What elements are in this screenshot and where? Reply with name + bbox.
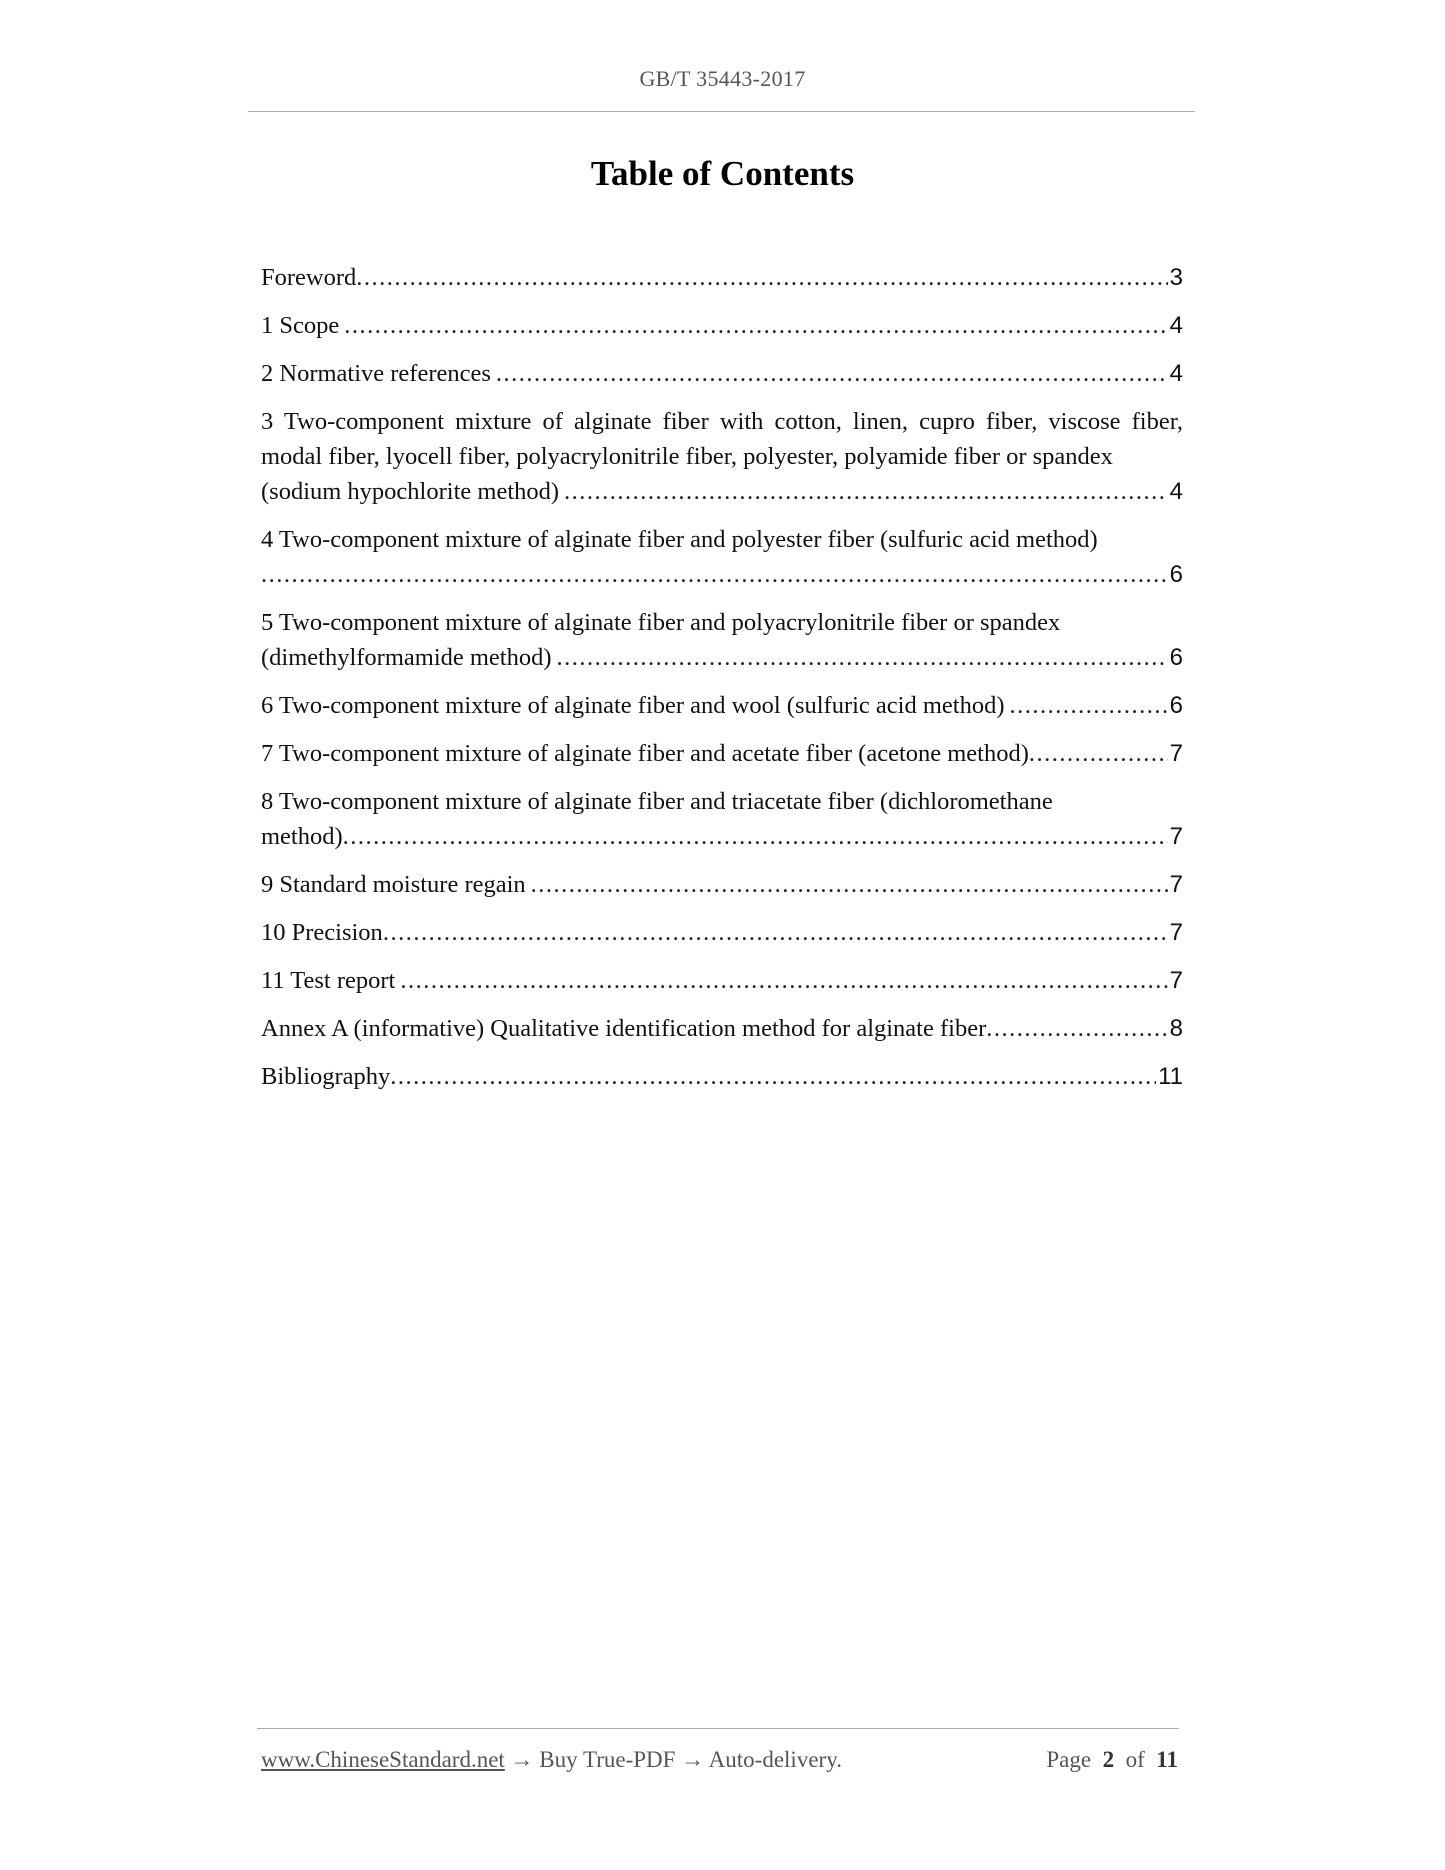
- toc-entry-section-8[interactable]: [261, 784, 1183, 854]
- toc-entry-section-3[interactable]: [261, 404, 1183, 509]
- dot-leader: [344, 308, 1167, 343]
- toc-entry-section-7[interactable]: [261, 736, 1183, 771]
- dot-leader: [1029, 736, 1168, 771]
- page-indicator: [1046, 1747, 1178, 1773]
- page-footer: [261, 1747, 1178, 1773]
- toc-entry-label: Annex A (informative) Qualitative identification method for alginate fiber: [261, 1015, 987, 1042]
- toc-entry-label: 11 Test report: [261, 967, 396, 994]
- toc-entry-text: 4 Two-component mixture of alginate fiber and polyester fiber (sulfuric acid method): [261, 526, 1098, 553]
- arrow-right-icon: →: [681, 1747, 705, 1772]
- dot-leader: [496, 356, 1168, 391]
- toc-entry-section-4[interactable]: [261, 522, 1183, 592]
- dot-leader: [356, 260, 1167, 295]
- toc-page-number: 4: [1169, 360, 1183, 387]
- toc-page-number: 7: [1169, 967, 1183, 994]
- toc-entry-label: 2 Normative references: [261, 360, 491, 387]
- dot-leader: [986, 1011, 1167, 1046]
- dot-leader: [383, 915, 1168, 950]
- header-divider: [248, 111, 1195, 112]
- toc-title: Table of Contents: [590, 154, 855, 193]
- toc-page-number: 11: [1158, 1063, 1183, 1090]
- toc-entry-label: (dimethylformamide method): [261, 644, 552, 671]
- toc-entry-label: Bibliography: [261, 1063, 391, 1090]
- toc-entry-label: 9 Standard moisture regain: [261, 871, 526, 898]
- toc-page-number: 7: [1169, 919, 1183, 946]
- toc-page-number: 7: [1169, 740, 1183, 767]
- dot-leader: [1010, 688, 1168, 723]
- toc-entry-foreword[interactable]: [261, 260, 1183, 295]
- toc-entry-scope[interactable]: [261, 308, 1183, 343]
- toc-entry-section-5[interactable]: [261, 605, 1183, 675]
- site-link[interactable]: www.ChineseStandard.net: [261, 1747, 505, 1772]
- toc-page-number: 6: [1169, 561, 1183, 588]
- toc-entry-text: 5 Two-component mixture of alginate fiber and polyacrylonitrile fiber or spandex: [261, 609, 1061, 636]
- arrow-right-icon: →: [510, 1747, 534, 1772]
- toc-entry-label: 7 Two-component mixture of alginate fiber and acetate fiber (acetone method): [261, 740, 1029, 767]
- toc-entry-text: 8 Two-component mixture of alginate fiber and triacetate fiber (dichloromethane: [261, 788, 1053, 815]
- document-code-header: GB/T 35443-2017: [639, 66, 806, 91]
- toc-page-number: 4: [1169, 478, 1183, 505]
- toc-entry-label: (sodium hypochlorite method): [261, 478, 560, 505]
- toc-entry-label: 1 Scope: [261, 312, 340, 339]
- toc-entry-section-6[interactable]: [261, 688, 1183, 723]
- toc-entry-label: 6 Two-component mixture of alginate fiber and wool (sulfuric acid method): [261, 692, 1005, 719]
- toc-page-number: 6: [1169, 644, 1183, 671]
- toc-page-number: 4: [1169, 312, 1183, 339]
- dot-leader: [261, 557, 1168, 592]
- toc-entry-label: 10 Precision: [261, 919, 383, 946]
- page-of-label: of: [1125, 1747, 1145, 1772]
- toc-entry-bibliography[interactable]: [261, 1059, 1183, 1094]
- dot-leader: [557, 640, 1168, 675]
- dot-leader: [564, 474, 1168, 509]
- toc-page-number: 6: [1169, 692, 1183, 719]
- toc-entry-annex-a[interactable]: [261, 1011, 1183, 1046]
- toc-list: [261, 260, 1183, 1107]
- toc-entry-label: Foreword: [261, 264, 357, 291]
- dot-leader: [390, 1059, 1156, 1094]
- dot-leader: [343, 819, 1168, 854]
- toc-entry-section-10[interactable]: [261, 915, 1183, 950]
- dot-leader: [400, 963, 1167, 998]
- toc-entry-label: method): [261, 823, 343, 850]
- dot-leader: [531, 867, 1168, 902]
- toc-page-number: 7: [1169, 823, 1183, 850]
- toc-entry-text: 3 Two-component mixture of alginate fiber with cotton, linen, cupro fiber, viscose fiber, modal fiber, lyocell fiber, polyacrylonitrile fiber, polyester, polyamide fiber or spandex: [261, 408, 1183, 470]
- footer-divider: [257, 1728, 1179, 1729]
- toc-page-number: 3: [1169, 264, 1183, 291]
- toc-entry-section-11[interactable]: [261, 963, 1183, 998]
- toc-entry-section-9[interactable]: [261, 867, 1183, 902]
- auto-delivery-text: Auto-delivery.: [708, 1747, 842, 1772]
- page-label: Page: [1046, 1747, 1092, 1772]
- toc-page-number: 8: [1169, 1015, 1183, 1042]
- toc-entry-normative-references[interactable]: [261, 356, 1183, 391]
- toc-page-number: 7: [1169, 871, 1183, 898]
- page-total: 11: [1156, 1747, 1178, 1772]
- footer-tagline: [261, 1747, 842, 1773]
- buy-true-pdf-text: Buy True-PDF: [539, 1747, 676, 1772]
- page-current: 2: [1102, 1747, 1115, 1772]
